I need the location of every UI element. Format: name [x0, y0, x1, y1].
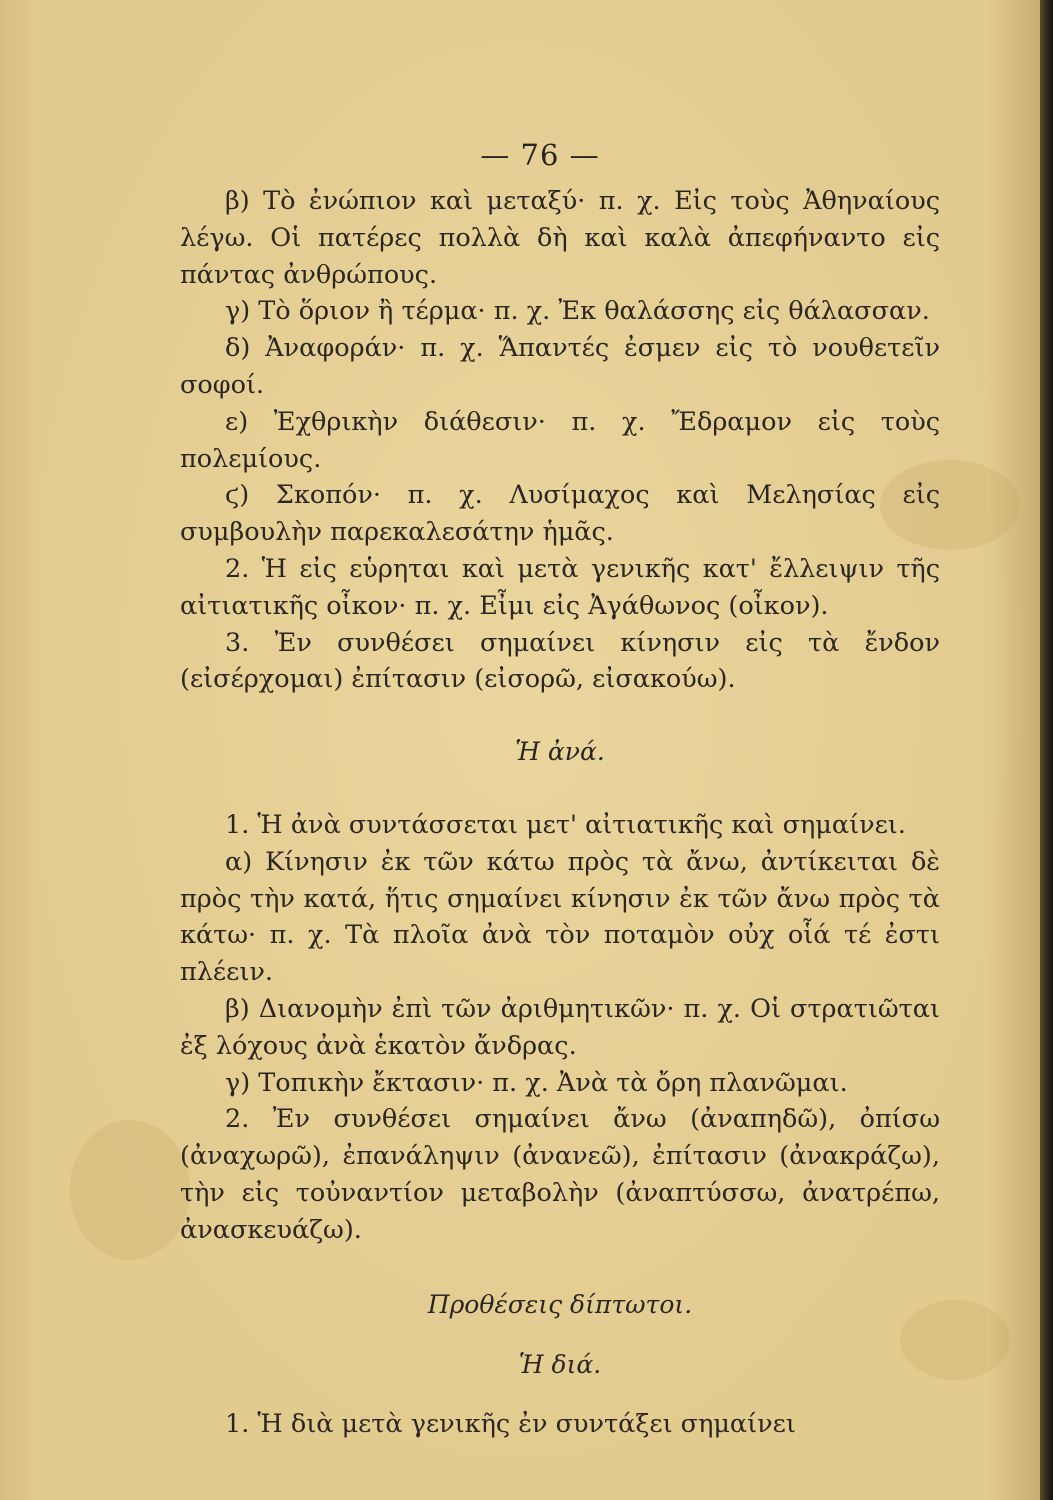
section-heading-prepositions: Προθέσεις δίπτωτοι.: [427, 1289, 693, 1319]
paragraph: 1. Ἡ διὰ μετὰ γενικῆς ἐν συντάξει σημαίνει: [225, 1409, 796, 1440]
paragraph: β) Διανομὴν ἐπὶ τῶν ἀριθμητικῶν· π. χ. Οἱ στρατιῶται ἐξ λόχους ἀνὰ ἑκατὸν ἄνδρας.: [180, 993, 940, 1061]
paragraph: 3. Ἐν συνθέσει σημαίνει κίνησιν εἰς τὰ ἔνδον (εἰσέρχομαι) ἐπίτασιν (εἰσορῶ, εἰσακούω).: [180, 627, 940, 695]
section-heading-dia: Ἡ διά.: [518, 1350, 602, 1380]
paragraph: 1. Ἡ ἀνὰ συντάσσεται μετ' αἰτιατικῆς καὶ σημαίνει.: [225, 809, 906, 840]
paragraph: 2. Ἡ εἰς εὑρηται καὶ μετὰ γενικῆς κατ' ἔλλειψιν τῆς αἰτιατικῆς οἶκον· π. χ. Εἶμι εἰς Ἀγάθωνος (οἶκον).: [180, 553, 940, 621]
paper-stain: [70, 1120, 190, 1260]
paragraph: 2. Ἐν συνθέσει σημαίνει ἄνω (ἀναπηδῶ), ὀπίσω (ἀναχωρῶ), ἐπανάληψιν (ἀνανεῶ), ἐπίτασιν (ἀνακράζω), τὴν εἰς τοὐναντίον μεταβολὴν (ἀναπτύσσω, ἀνατρέπω, ἀνασκευάζω).: [180, 1104, 940, 1245]
paragraph: δ) Ἀναφοράν· π. χ. Ἅπαντές ἐσμεν εἰς τὸ νουθετεῖν σοφοί.: [180, 333, 940, 400]
paragraph: ε) Ἐχθρικὴν διάθεσιν· π. χ. Ἔδραμον εἰς τοὺς πολεμίους.: [180, 406, 940, 474]
paragraph: β) Τὸ ἐνώπιον καὶ μεταξύ· π. χ. Εἰς τοὺς Ἀθηναίους λέγω. Οἱ πατέρες πολλὰ δὴ καὶ καλὰ ἀπεφήναντο εἰς πάντας ἀνθρώπους.: [180, 186, 940, 290]
paragraph: α) Κίνησιν ἐκ τῶν κάτω πρὸς τὰ ἄνω, ἀντίκειται δὲ πρὸς τὴν κατά, ἥτις σημαίνει κίνησιν ἐκ τῶν ἄνω πρὸς τὰ κάτω· π. χ. Τὰ πλοῖα ἀνὰ τὸν ποταμὸν οὐχ οἷά τέ ἐστι πλέειν.: [180, 846, 940, 988]
paragraph: γ) Τὸ ὅριον ἢ τέρμα· π. χ. Ἐκ θαλάσσης εἰς θάλασσαν.: [225, 296, 930, 327]
paragraph: γ) Τοπικὴν ἔκτασιν· π. χ. Ἀνὰ τὰ ὄρη πλανῶμαι.: [225, 1067, 848, 1098]
page-number: — 76 —: [480, 138, 600, 172]
section-heading-ana: Ἡ ἀνά.: [515, 737, 605, 767]
paragraph: ϛ) Σκοπόν· π. χ. Λυσίμαχος καὶ Μελησίας εἰς συμβουλὴν παρεκαλεσάτην ἡμᾶς.: [180, 480, 940, 548]
page-body: [180, 183, 940, 1443]
book-binding-edge: [1040, 0, 1053, 1500]
